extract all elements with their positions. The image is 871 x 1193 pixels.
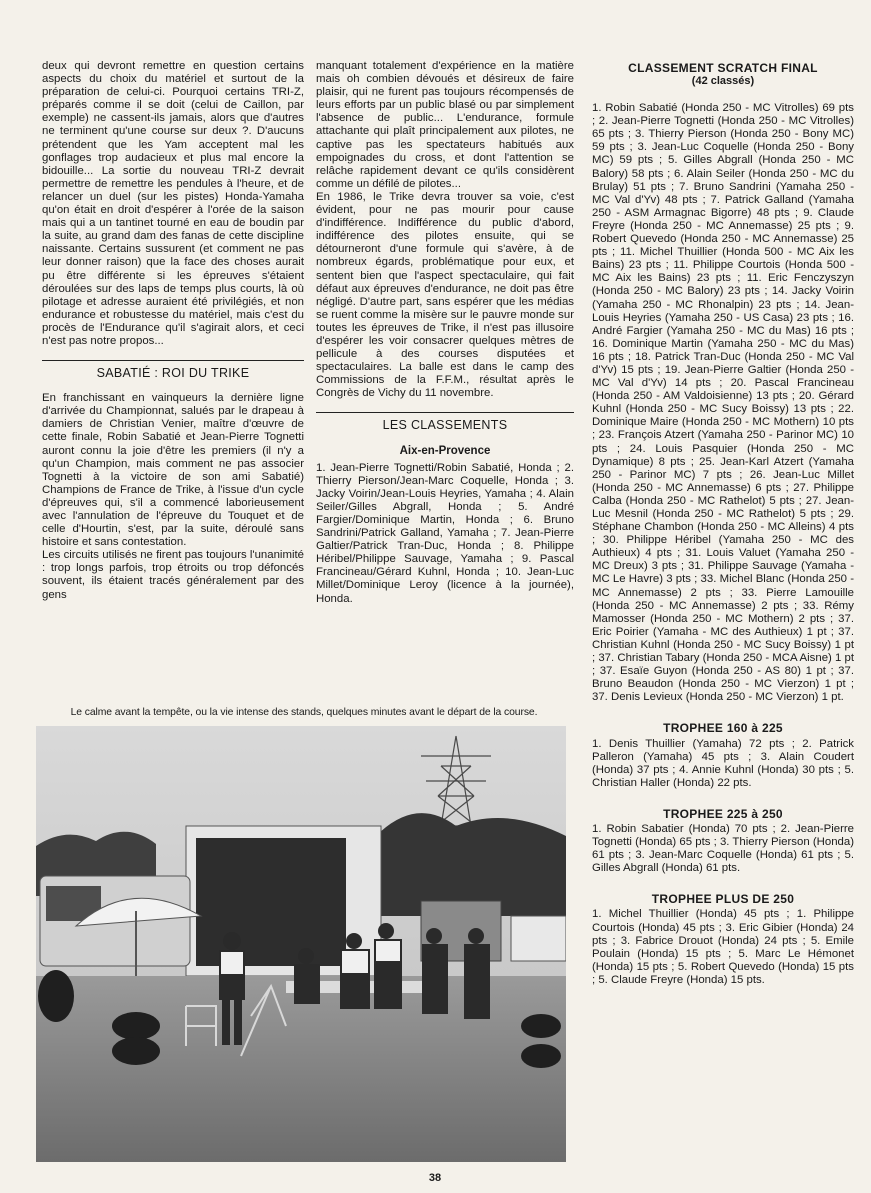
trophy-160-225-title: TROPHEE 160 à 225 [663, 721, 783, 736]
page-number: 38 [428, 1172, 442, 1184]
article-paragraph: manquant totalement d'expérience en la matière mais oh combien dévoués et désireux de faire plaisir, qui ne furent pas toujours récompensés de leurs efforts par un public blasé ou par simplement l'absence de public... L'endurance, formule attachante qui plaît principalement aux pilotes, ne captive pas les spectateurs habitués aux empoignades du cross, et dont l'attention se relâche rapidement devant ce qu'ils considèrent comme un défilé de pilotes... [316, 60, 574, 190]
article-paragraph: En franchissant en vainqueurs la dernière ligne d'arrivée du Championnat, salués par le drapeau à damiers de Christian Venier, maître d'œuvre de cette finale, Robin Sabatié et Jean-Pierre Tognetti auront connu la joie d'être les premiers (il n'y a qu'un Champion, mais comment ne pas associer Tognetti à la victoire de son ami Sabatié) Champions de France de Trike, à l'issue d'un cycle d'épreuves qui, s'il a commencé laborieusement avec l'annulation de l'épreuve du Touquet et de celle d'Hourtin, s'est, par la suite, déroulé sans histoire et sans contestation. [42, 392, 304, 549]
section-heading-sabatie: SABATIÉ : ROI DU TRIKE [42, 360, 304, 386]
scratch-ranking-list: 1. Robin Sabatié (Honda 250 - MC Vitrolles) 69 pts ; 2. Jean-Pierre Tognetti (Honda 250 - MC Vitrolles) 65 pts ; 3. Thierry Pierson (Honda 250 - Bony MC) 59 pts ; 3. Jean-Luc Coquelle (Honda 250 - Bony MC) 59 pts ; 5. Gilles Abgrall (Honda 250 - MC Balory) 58 pts ; 6. Alain Seiler (Honda 250 - MC du Brulay) 51 pts ; 7. Bruno Sandrini (Yamaha 250 - MC Val d'Yv) 48 pts ; 7. Patrick Galland (Yamaha 250 - ASM Armagnac Bigorre) 48 pts ; 9. Claude Freyre (Honda 250 - MC Annemasse) 25 pts ; 9. Robert Quevedo (Honda 250 - MC Annemasse) 25 pts ; 11. Michel Thuillier (Honda 500 - MC Aix les Bains) 23 pts ; 11. Philippe Courtois (Honda 500 - MC Aix les Bains) 23 pts ; 11. Eric Fenczyszyn (Honda 250 - MC Balory) 23 pts ; 14. Jacky Voirin (Yamaha 250 - MC Rhonalpin) 23 pts ; 14. Jean-Louis Heyries (Yamaha 250 - US Casa) 23 pts ; 16. André Fargier (Yamaha 250 - MC du Mas) 16 pts ; 16. Dominique Martin (Yamaha 250 - MC du Mas) 16 pts ; 18. Patrick Tran-Duc (Honda 250 - MC Val d'Yv) 15 pts ; 19. Jean-Pierre Galtier (Honda 250 - MC Val d'Yv) 14 pts ; 20. Pascal Francineau (Honda 250 - AM Valdoisienne) 13 pts ; 20. Gérard Kuhnl (Honda 250 - MC Sucy Boissy) 13 pts ; 22. Dominique Maire (Honda 250 - MC Mothern) 10 pts ; 23. François Atzert (Yamaha 250 - Parinor MC) 10 pts ; 24. Louis Pasquier (Honda 250 - MC Dynamique) 8 pts ; 25. Jean-Karl Atzert (Yamaha 250 - Parinor MC) 7 pts ; 26. Jean-Luc Millet (Honda 250 - MC Annemasse) 6 pts ; 27. Philippe Calba (Honda 250 - MC Rathelot) 5 pts ; 27. Jean-Luc Mesnil (Honda 250 - MC Rathelot) 5 pts ; 29. Stéphane Chambon (Honda 250 - MC Alleins) 4 pts ; 30. Philippe Héribel (Yamaha 250 - MC des Authieux) 4 pts ; 31. Louis Valuet (Yamaha 250 - MC Dreux) 3 pts ; 31. Philippe Sauvage (Yamaha - MC Le Havre) 3 pts ; 33. Michel Blanc (Honda 250 - MC Annemasse) 2 pts ; 33. Pierre Lamouille (Honda 250 - MC Annemasse) 2 pts ; 33. Rémy Mamosser (Honda 250 - MC Mothern) 2 pts ; 37. Eric Poirier (Yamaha - MC des Authieux) 1 pt ; 37. Christian Kuhnl (Honda 250 - MC Sucy Boissy) 1 pt ; 37. Christian Tabary (Honda 250 - MCA Aisne) 1 pt ; 37. Esaïe Guyon (Honda 250 - AS 80) 1 pt ; 37. Bruno Beaudon (Honda 250 - MC Vierzon) 1 pt ; 37. Denis Levieux (Honda 250 - MC Vierzon) 1 pt. [592, 102, 854, 704]
scratch-ranking-title: CLASSEMENT SCRATCH FINAL [628, 61, 818, 75]
article-intro-paragraph: deux qui devront remettre en question certains aspects du choix du matériel et surtout de la préparation de celui-ci. Pourquoi certains TRI-Z, préparés comme il se doit (celui de Caillon, par exemple) ne cassent-ils jamais, alors que d'autres ne terminent qu'une course sur deux ?. D'aucuns prétendent que les Yam acceptent mal les gonflages trop audacieux et plus mal encore la bidouille... La sortie du nouveau TRI-Z devrait permettre de remettre les pendules à l'heure, et de relancer un duel (sur les pistes) Honda-Yamaha qu'on était en droit d'espérer à l'orée de la saison mais qui a un tantinet tourné en eau de boudin par la suite, au grand dam des fanas de cette discipline naissante. Certains sussurent (et comment ne pas leur donner raison) que la face des choses aurait pu être différente si les épreuves s'étaient déroulées sur des laps de temps plus courts, là où pilotage et adresse auraient été privilégiés, et non endurance et robustesse du matériel, mais c'est du procès de l'Endurance qu'il s'agirait alors, et ceci n'est pas notre propos... [42, 60, 304, 347]
race-city-heading: Aix-en-Provence [399, 444, 491, 457]
column-middle [316, 60, 574, 606]
column-right [592, 62, 854, 987]
column-left [42, 60, 304, 602]
trophy-plus-250-results: 1. Michel Thuillier (Honda) 45 pts ; 1. Philippe Courtois (Honda) 45 pts ; 3. Eric Gibier (Honda) 24 pts ; 3. Fabrice Drouot (Honda) 24 pts ; 5. Emile Poulain (Honda) 15 pts ; 5. Marc Le Hémonet (Honda) 15 pts ; 5. Robert Quevedo (Honda) 15 pts ; 5. Claude Freyre (Honda) 15 pts. [592, 908, 854, 986]
section-heading-classements: LES CLASSEMENTS [316, 412, 574, 438]
trophy-225-250-title: TROPHEE 225 à 250 [663, 806, 783, 821]
scratch-ranking-subtitle: (42 classés) [691, 75, 755, 87]
race-results: 1. Jean-Pierre Tognetti/Robin Sabatié, Honda ; 2. Thierry Pierson/Jean-Marc Coquelle, Honda ; 3. Jacky Voirin/Jean-Louis Heyries, Yamaha ; 4. Alain Seiler/Gilles Abgrall, Honda ; 5. André Fargier/Dominique Martin, Honda ; 6. Bruno Sandrini/Patrick Galland, Yamaha ; 7. Jean-Pierre Galtier/Patrick Tran-Duc, Honda ; 8. Philippe Héribel/Philippe Sauvage, Yamaha ; 9. Pascal Francineau/Gérard Kuhnl, Honda ; 10. Jean-Luc Millet/Dominique Leroy (licence à la journée), Honda. [316, 461, 574, 605]
trophy-plus-250-title: TROPHEE PLUS DE 250 [651, 892, 795, 907]
photo-caption: Le calme avant la tempête, ou la vie intense des stands, quelques minutes avant le départ de la course. [70, 707, 538, 718]
article-paragraph: En 1986, le Trike devra trouver sa voie, c'est évident, pour ne pas mourir pour cause d'indifférence. Indifférence du public d'abord, indifférence des pilotes ensuite, qui se détourneront d'une formule qui s'avère, à de nombreux égards, problématique pour eux, et sentent bien que l'aspect spectaculaire, qui fait défaut aux épreuves d'endurance, ne doit pas être négligé. D'autre part, sans espérer que les médias se ruent comme la misère sur le pauvre monde sur toutes les épreuves de Trike, il n'est pas illusoire d'espérer les voir consacrer quelques mètres de pellicule à des courses disputées et spectaculaires. La balle est dans le camp des Commissions de la F.F.M., résultat après le Congrès de Vichy du 11 novembre. [316, 190, 574, 400]
paddock-photo [36, 726, 566, 1162]
trophy-160-225-results: 1. Denis Thuillier (Yamaha) 72 pts ; 2. Patrick Palleron (Yamaha) 45 pts ; 3. Alain Coudert (Honda) 37 pts ; 4. Annie Kuhnl (Honda) 30 pts ; 5. Christian Haller (Honda) 22 pts. [592, 737, 854, 789]
article-paragraph: Les circuits utilisés ne firent pas toujours l'unanimité : trop longs parfois, trop étroits ou trop défoncés souvent, ils étaient tracés généralement par des gens [42, 549, 304, 601]
trophy-225-250-results: 1. Robin Sabatier (Honda) 70 pts ; 2. Jean-Pierre Tognetti (Honda) 65 pts ; 3. Thierry Pierson (Honda) 61 pts ; 3. Jean-Marc Coquelle (Honda) 61 pts ; 5. Gilles Abgrall (Honda) 61 pts. [592, 822, 854, 875]
